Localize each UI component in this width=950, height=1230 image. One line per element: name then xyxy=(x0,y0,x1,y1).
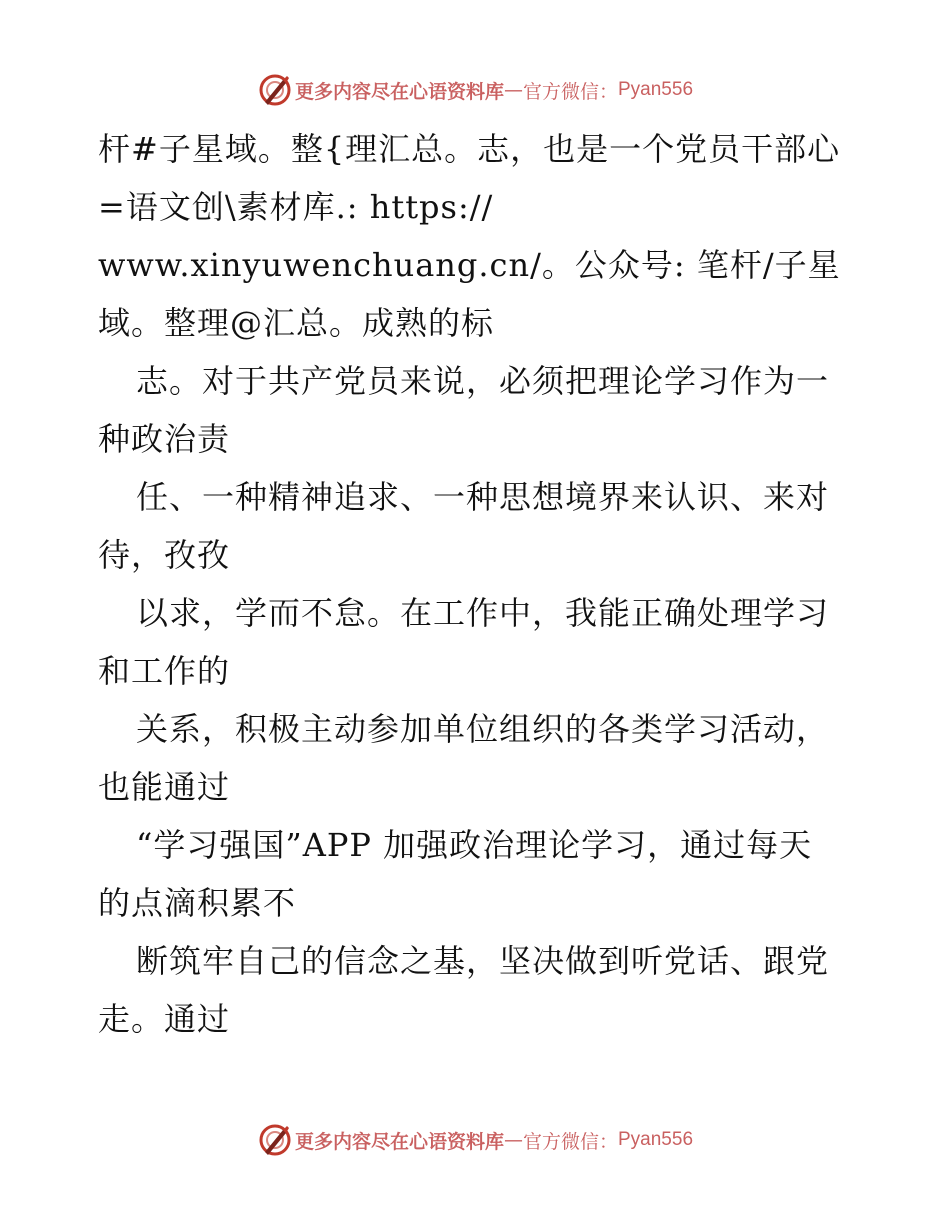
text-line: 断筑牢自己的信念之基，坚决做到听党话、跟党 xyxy=(136,942,830,980)
text-line: 杆#子星域。整{理汇总。志，也是一个党员干部心 xyxy=(98,130,841,168)
text-line: 的点滴积累不 xyxy=(98,884,297,922)
banner-main-text: 更多内容尽在心语资料库 xyxy=(294,1130,504,1153)
banner-dash: — xyxy=(503,1129,523,1151)
header-banner xyxy=(0,68,950,112)
banner-main-text: 更多内容尽在心语资料库 xyxy=(294,80,504,103)
banner-wechat-label: 官方微信： xyxy=(522,80,618,103)
text-line: 志。对于共产党员来说，必须把理论学习作为一 xyxy=(136,362,830,400)
text-line: =语文创\素材库.: https:// xyxy=(98,188,494,226)
text-line: 关系，积极主动参加单位组织的各类学习活动， xyxy=(136,710,830,748)
brand-logo-icon xyxy=(257,1122,293,1158)
text-line: 域。整理@汇总。成熟的标 xyxy=(98,304,495,342)
text-line: 待，孜孜 xyxy=(98,536,231,574)
banner-dash: — xyxy=(503,79,523,101)
text-line: 以求，学而不怠。在工作中，我能正确处理学习 xyxy=(136,594,830,632)
text-line: 种政治责 xyxy=(98,420,231,458)
brand-logo-icon xyxy=(257,72,293,108)
text-line: 也能通过 xyxy=(98,768,231,806)
document-body xyxy=(98,120,858,1048)
banner-wechat-id: Pyan556 xyxy=(618,79,694,100)
banner-wechat-id: Pyan556 xyxy=(618,1129,694,1150)
text-line: 和工作的 xyxy=(98,652,231,690)
text-line: www.xinyuwenchuang.cn/。公众号: 笔杆/子星 xyxy=(98,246,841,284)
banner-wechat-label: 官方微信： xyxy=(522,1130,618,1153)
text-line: 任、一种精神追求、一种思想境界来认识、来对 xyxy=(136,478,830,516)
text-line: 走。通过 xyxy=(98,1000,231,1038)
text-line: “学习强国”APP 加强政治理论学习，通过每天 xyxy=(136,826,813,864)
footer-banner xyxy=(0,1118,950,1162)
